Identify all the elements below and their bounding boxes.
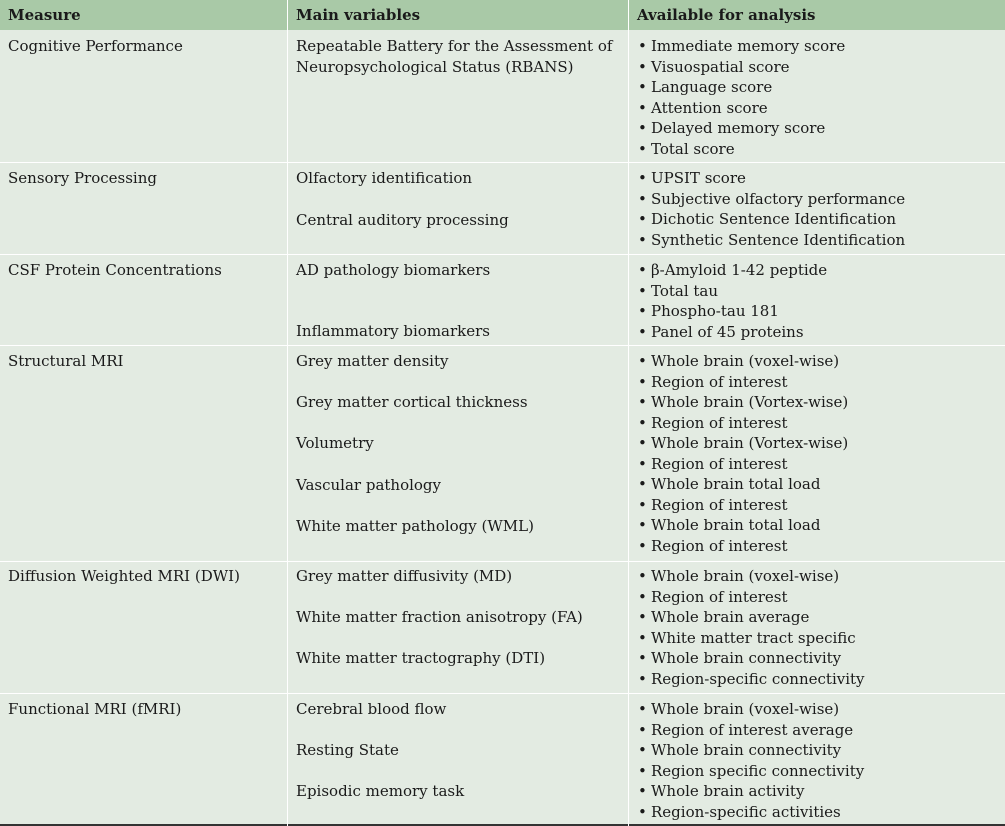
analysis-item: • Whole brain (voxel-wise) <box>637 566 865 587</box>
measure-structural-mri: Structural MRI <box>8 352 124 370</box>
analysis-item: • Attention score <box>637 98 845 119</box>
variable-item: Neuropsychological Status (RBANS) <box>296 57 574 76</box>
analysis-item: • Language score <box>637 77 845 98</box>
analysis-item: • Delayed memory score <box>637 118 845 139</box>
analysis-item: • Whole brain connectivity <box>637 648 865 669</box>
analysis-functional-mri <box>637 699 864 822</box>
analysis-diffusion-weighted-mri <box>637 566 865 689</box>
analysis-item: • Region of interest <box>637 454 848 475</box>
analysis-item: • Region of interest <box>637 536 848 557</box>
variable-volumetry: Volumetry <box>296 434 374 452</box>
analysis-sensory-processing <box>637 168 905 250</box>
analysis-item: • Whole brain (Vortex-wise) <box>637 433 848 454</box>
header-available-for-analysis: Available for analysis <box>637 6 816 24</box>
variable-vascular-pathology: Vascular pathology <box>296 476 442 494</box>
row-divider <box>0 345 1005 346</box>
analysis-item: • Region of interest <box>637 495 848 516</box>
variable-grey-matter-density: Grey matter density <box>296 352 449 370</box>
header-measure: Measure <box>8 6 81 24</box>
analysis-item: • Whole brain average <box>637 607 865 628</box>
measure-cognitive-performance: Cognitive Performance <box>8 37 183 55</box>
analysis-item: • Whole brain connectivity <box>637 740 864 761</box>
column-divider <box>287 0 288 826</box>
analysis-item: • Region-specific activities <box>637 802 864 823</box>
analysis-item: • Total score <box>637 139 845 160</box>
variable-episodic-memory-task: Episodic memory task <box>296 782 465 800</box>
measure-functional-mri: Functional MRI (fMRI) <box>8 700 182 718</box>
analysis-item: • Visuospatial score <box>637 57 845 78</box>
row-divider <box>0 162 1005 163</box>
column-divider <box>628 0 629 826</box>
row-divider <box>0 254 1005 255</box>
row-divider <box>0 561 1005 562</box>
analysis-item: • Region of interest average <box>637 720 864 741</box>
header-main-variables: Main variables <box>296 6 421 24</box>
analysis-item: • Synthetic Sentence Identification <box>637 230 905 251</box>
analysis-item: • UPSIT score <box>637 168 905 189</box>
measure-csf-protein: CSF Protein Concentrations <box>8 261 222 279</box>
variable-cerebral-blood-flow: Cerebral blood flow <box>296 700 447 718</box>
variable-item: Repeatable Battery for the Assessment of <box>296 37 613 55</box>
variable-grey-matter-diffusivity: Grey matter diffusivity (MD) <box>296 567 513 585</box>
measure-sensory-processing: Sensory Processing <box>8 169 157 187</box>
variable-resting-state: Resting State <box>296 741 399 759</box>
analysis-item: • Region of interest <box>637 587 865 608</box>
analysis-item: • Immediate memory score <box>637 36 845 57</box>
analysis-item: • Total tau <box>637 281 827 302</box>
analysis-item: • Whole brain activity <box>637 781 864 802</box>
analysis-cognitive-performance <box>637 36 845 159</box>
analysis-item: • Panel of 45 proteins <box>637 322 827 343</box>
analysis-item: • Subjective olfactory performance <box>637 189 905 210</box>
row-divider <box>0 693 1005 694</box>
variables-cognitive-performance <box>296 36 612 77</box>
measure-diffusion-weighted-mri: Diffusion Weighted MRI (DWI) <box>8 567 240 585</box>
variable-olfactory-identification: Olfactory identification <box>296 169 473 187</box>
variable-white-matter-fa: White matter fraction anisotropy (FA) <box>296 608 583 626</box>
analysis-item: • Whole brain (voxel-wise) <box>637 351 848 372</box>
analysis-item: • Region-specific connectivity <box>637 669 865 690</box>
variable-central-auditory-processing: Central auditory processing <box>296 211 509 229</box>
analysis-item: • Region of interest <box>637 413 848 434</box>
analysis-structural-mri <box>637 351 848 556</box>
analysis-item: • White matter tract specific <box>637 628 865 649</box>
analysis-item: • Region of interest <box>637 372 848 393</box>
table-header-row <box>0 0 1005 30</box>
analysis-item: • Whole brain total load <box>637 515 848 536</box>
variable-ad-pathology-biomarkers: AD pathology biomarkers <box>296 261 491 279</box>
variable-white-matter-tractography: White matter tractography (DTI) <box>296 649 546 667</box>
variable-white-matter-pathology: White matter pathology (WML) <box>296 517 534 535</box>
analysis-item: • Whole brain total load <box>637 474 848 495</box>
analysis-csf-protein <box>637 260 827 342</box>
analysis-item: • Region specific connectivity <box>637 761 864 782</box>
analysis-item: • Dichotic Sentence Identification <box>637 209 905 230</box>
analysis-item: • Whole brain (Vortex-wise) <box>637 392 848 413</box>
analysis-item: • Phospho-tau 181 <box>637 301 827 322</box>
variable-inflammatory-biomarkers: Inflammatory biomarkers <box>296 322 490 340</box>
variable-grey-matter-cortical-thickness: Grey matter cortical thickness <box>296 393 528 411</box>
analysis-item: • Whole brain (voxel-wise) <box>637 699 864 720</box>
analysis-item: • β-Amyloid 1-42 peptide <box>637 260 827 281</box>
